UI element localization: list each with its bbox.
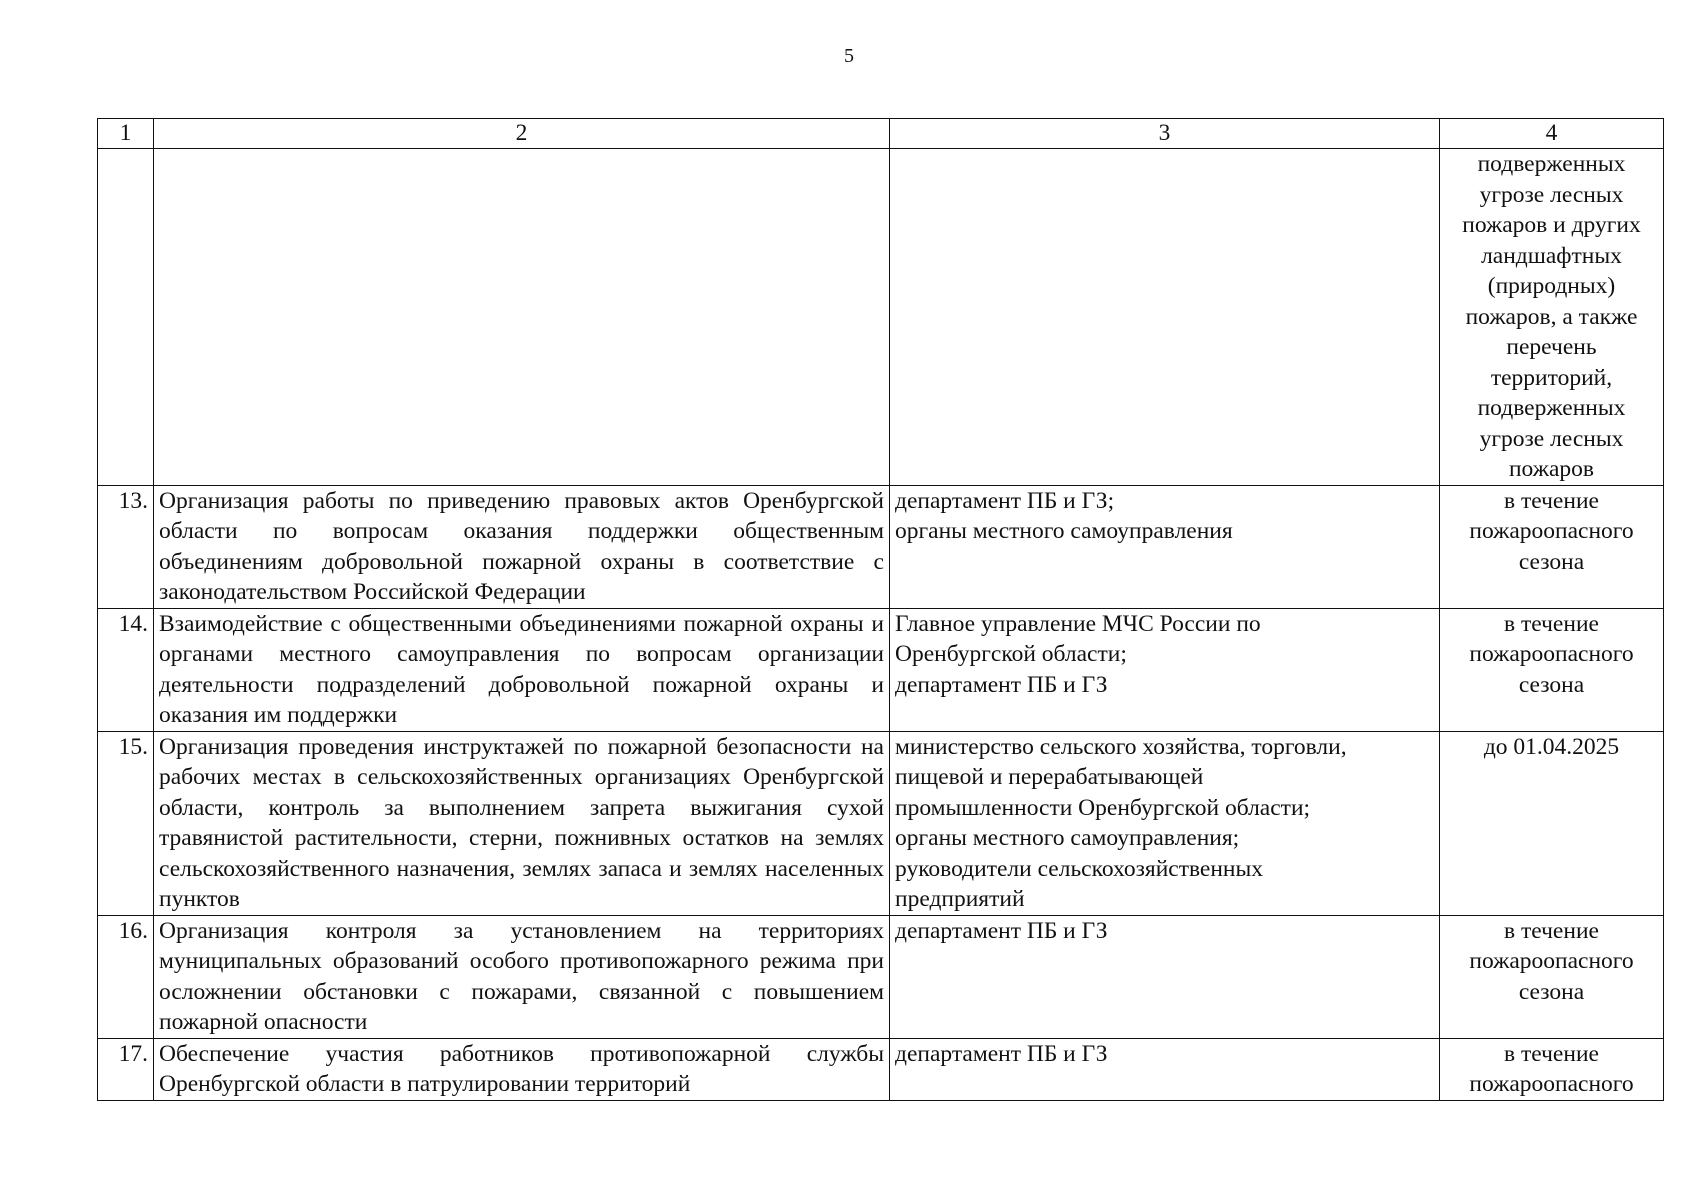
row-deadline xyxy=(1440,1038,1664,1100)
header-col-1: 1 xyxy=(98,119,154,149)
responsible-line: промышленности Оренбургской области; xyxy=(895,794,1311,821)
row-deadline xyxy=(1440,731,1664,915)
row-action: Организация работы по приведению правовых актов Оренбургской области по вопросам оказания поддержки общественным объединениям добровольной пожарной охраны в соответствие с законодательством Российской Федерации xyxy=(154,485,890,608)
row-number: 17. xyxy=(98,1038,154,1100)
row-deadline xyxy=(1440,915,1664,1038)
row-action: Организация контроля за установлением на территориях муниципальных образований особого противопожарного режима при осложнении обстановки с пожарами, связанной с повышением пожарной опасности xyxy=(154,915,890,1038)
deadline-line: сезона xyxy=(1518,671,1585,698)
deadline-line: сезона xyxy=(1518,978,1585,1005)
table-row xyxy=(98,485,1664,608)
header-col-4: 4 xyxy=(1440,119,1664,149)
header-col-3: 3 xyxy=(890,119,1440,149)
responsible-line: департамент ПБ и ГЗ xyxy=(895,1040,1108,1067)
row-responsible xyxy=(890,731,1440,915)
continuation-row xyxy=(98,149,1664,486)
responsible-line: департамент ПБ и ГЗ; xyxy=(895,487,1115,514)
row-number: 16. xyxy=(98,915,154,1038)
deadline-line: пожаров и других xyxy=(1462,212,1641,238)
header-col-2: 2 xyxy=(154,119,890,149)
row-responsible xyxy=(890,608,1440,731)
continuation-responsible xyxy=(890,149,1440,486)
measures-table xyxy=(97,118,1664,1101)
deadline-line: пожаров, а также xyxy=(1465,303,1638,330)
responsible-line: руководители сельскохозяйственных xyxy=(895,855,1264,882)
deadline-line: (природных) xyxy=(1487,273,1616,299)
header-row xyxy=(98,119,1664,149)
continuation-action xyxy=(154,149,890,486)
deadline-line: подверженных xyxy=(1477,395,1626,421)
row-responsible xyxy=(890,1038,1440,1100)
row-action: Организация проведения инструктажей по пожарной безопасности на рабочих местах в сельскохозяйственных организациях Оренбургской области, контроль за выполнением запрета выжигания сухой травянистой растительности, стерни, пожнивных остатков на землях сельскохозяйственного назначения, землях запаса и землях населенных пунктов xyxy=(154,731,890,915)
responsible-line: предприятий xyxy=(895,886,1025,912)
continuation-number xyxy=(98,149,154,486)
page-number: 5 xyxy=(844,45,854,67)
deadline-line: в течение xyxy=(1504,610,1599,637)
continuation-deadline xyxy=(1440,149,1664,486)
deadline-line: в течение xyxy=(1504,917,1599,944)
responsible-line: органы местного самоуправления xyxy=(895,518,1233,544)
deadline-line: в течение xyxy=(1504,1040,1599,1067)
deadline-line: угрозе лесных xyxy=(1479,425,1624,452)
deadline-line: пожаров xyxy=(1508,456,1594,482)
responsible-line: пищевой и перерабатывающей xyxy=(895,764,1204,790)
row-number: 14. xyxy=(98,608,154,731)
deadline-line: пожароопасного xyxy=(1469,641,1634,667)
deadline-line: сезона xyxy=(1518,548,1585,575)
row-responsible xyxy=(890,485,1440,608)
row-responsible xyxy=(890,915,1440,1038)
responsible-line: Оренбургской области; xyxy=(895,641,1127,667)
deadline-line: в течение xyxy=(1504,487,1599,514)
responsible-line: департамент ПБ и ГЗ xyxy=(895,671,1108,698)
row-action: Взаимодействие с общественными объединениями пожарной охраны и органами местного самоуправления по вопросам организации деятельности подразделений добровольной пожарной охраны и оказания им поддержки xyxy=(154,608,890,731)
deadline-line: перечень xyxy=(1506,334,1597,360)
table-row xyxy=(98,915,1664,1038)
deadline-line: до 01.04.2025 xyxy=(1483,733,1620,760)
deadline-line: территорий, xyxy=(1490,364,1613,391)
deadline-line: ландшафтных xyxy=(1481,242,1622,269)
row-number: 13. xyxy=(98,485,154,608)
row-deadline xyxy=(1440,608,1664,731)
row-deadline xyxy=(1440,485,1664,608)
deadline-line: пожароопасного xyxy=(1469,1071,1634,1097)
responsible-line: министерство сельского хозяйства, торговли, xyxy=(895,733,1347,760)
deadline-line: пожароопасного xyxy=(1469,948,1634,974)
table-row xyxy=(98,731,1664,915)
deadline-line: пожароопасного xyxy=(1469,518,1634,544)
deadline-line: угрозе лесных xyxy=(1479,181,1624,208)
row-action: Обеспечение участия работников противопожарной службы Оренбургской области в патрулировании территорий xyxy=(154,1038,890,1100)
deadline-line: подверженных xyxy=(1477,151,1626,177)
responsible-line: органы местного самоуправления; xyxy=(895,825,1240,851)
table-row xyxy=(98,1038,1664,1100)
row-number: 15. xyxy=(98,731,154,915)
table-row xyxy=(98,608,1664,731)
responsible-line: департамент ПБ и ГЗ xyxy=(895,917,1108,944)
responsible-line: Главное управление МЧС России по xyxy=(895,610,1261,637)
